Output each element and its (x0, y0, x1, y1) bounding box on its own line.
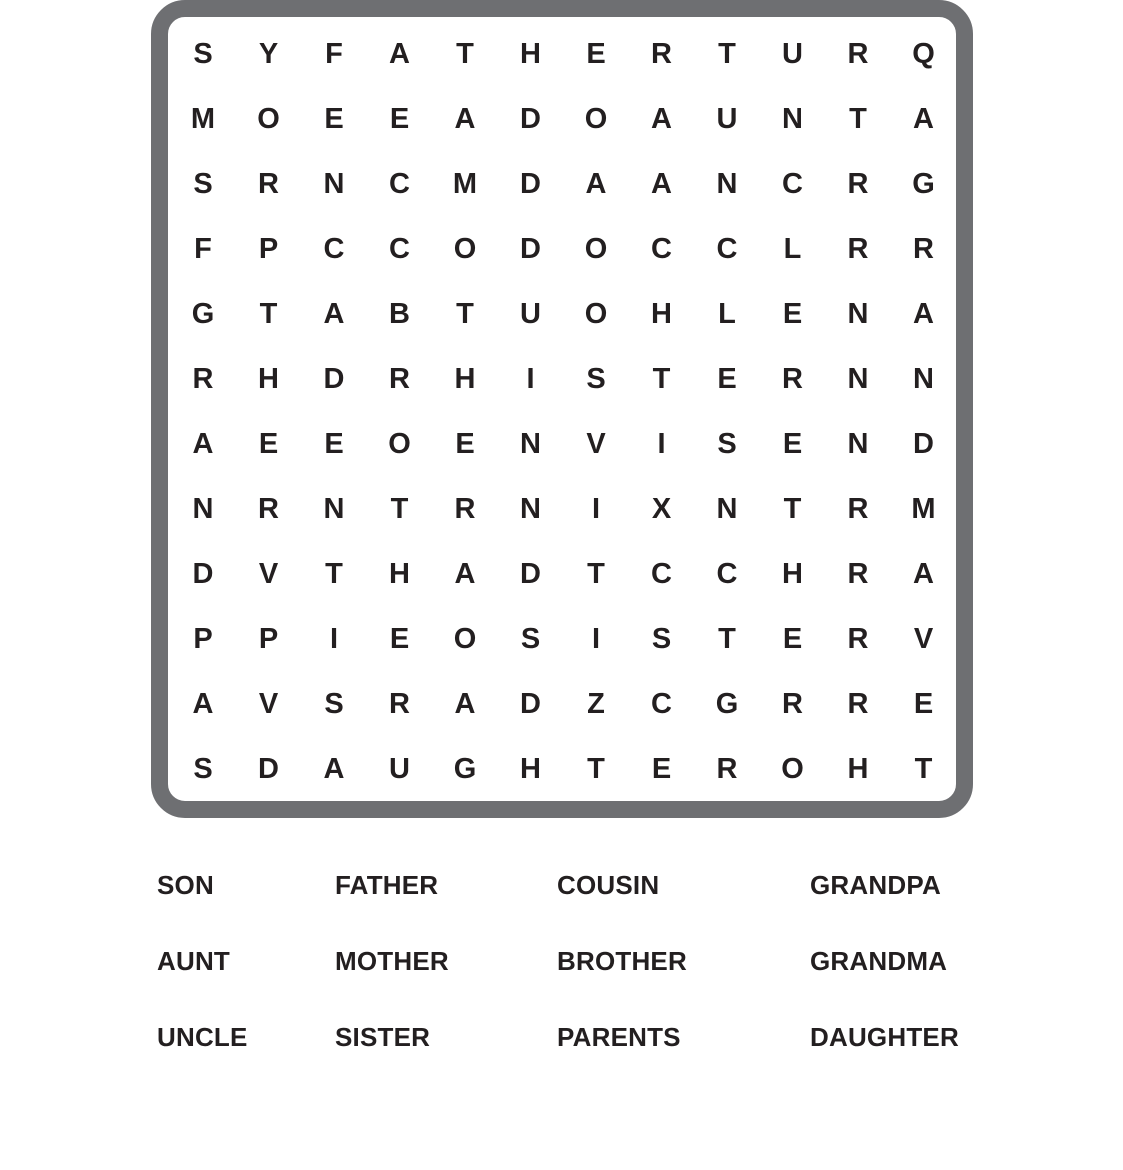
grid-letter[interactable]: O (453, 233, 477, 265)
word-list-item: GRANDMA (810, 946, 948, 976)
grid-row (170, 477, 956, 542)
grid-letter[interactable]: T (652, 363, 671, 395)
grid-letter[interactable]: H (520, 38, 541, 70)
grid-letter[interactable]: V (586, 428, 606, 460)
grid-letter[interactable]: D (520, 103, 541, 135)
word-list-item: GRANDPA (810, 870, 941, 900)
grid-letter[interactable]: H (258, 363, 279, 395)
grid-letter[interactable]: V (258, 688, 279, 720)
grid-letter[interactable]: T (914, 753, 933, 785)
grid-letter[interactable]: Y (258, 38, 279, 70)
grid-letter[interactable]: E (455, 428, 475, 460)
grid-letter[interactable]: T (456, 38, 474, 70)
grid-letter[interactable]: N (716, 168, 738, 200)
grid-letter[interactable]: R (716, 753, 738, 785)
grid-letter[interactable]: L (718, 298, 736, 330)
grid-letter[interactable]: N (520, 493, 541, 525)
grid-letter[interactable]: T (259, 298, 278, 330)
grid-letter[interactable]: R (847, 233, 869, 265)
grid-letter[interactable]: V (258, 558, 279, 590)
letter-grid (170, 22, 956, 802)
grid-letter[interactable]: O (584, 298, 608, 330)
grid-row (170, 412, 956, 477)
grid-letter[interactable]: H (389, 558, 410, 590)
grid-letter[interactable]: V (913, 623, 934, 655)
grid-letter[interactable]: B (389, 298, 410, 330)
word-list-item: MOTHER (335, 946, 449, 976)
grid-letter[interactable]: D (520, 688, 541, 720)
grid-letter[interactable]: O (257, 103, 280, 135)
grid-letter[interactable]: P (258, 623, 279, 655)
grid-row (170, 542, 956, 607)
grid-letter[interactable]: E (389, 623, 410, 655)
grid-letter[interactable]: U (520, 298, 541, 330)
grid-letter[interactable]: S (324, 688, 344, 720)
grid-letter[interactable]: D (520, 558, 541, 590)
grid-letter[interactable]: Q (912, 38, 935, 70)
grid-letter[interactable]: G (715, 688, 739, 720)
grid-letter[interactable]: A (651, 168, 672, 200)
grid-letter[interactable]: R (847, 558, 869, 590)
grid-letter[interactable]: P (258, 233, 279, 265)
grid-letter[interactable]: G (912, 168, 935, 200)
grid-row (170, 282, 956, 347)
grid-letter[interactable]: N (847, 363, 869, 395)
grid-row (170, 87, 956, 152)
grid-letter[interactable]: A (192, 688, 214, 720)
grid-letter[interactable]: D (192, 558, 214, 590)
grid-letter[interactable]: T (587, 753, 605, 785)
grid-letter[interactable]: U (389, 753, 410, 785)
grid-row (170, 152, 956, 217)
grid-letter[interactable]: H (520, 753, 541, 785)
grid-letter[interactable]: D (520, 168, 541, 200)
word-list-item: FATHER (335, 870, 439, 900)
grid-letter[interactable]: E (324, 103, 344, 135)
grid-letter[interactable]: N (782, 103, 803, 135)
grid-letter[interactable]: C (716, 233, 738, 265)
word-list-item: DAUGHTER (810, 1022, 959, 1052)
grid-letter[interactable]: R (389, 688, 410, 720)
grid-letter[interactable]: R (913, 233, 934, 265)
grid-letter[interactable]: S (717, 428, 737, 460)
grid-letter[interactable]: E (782, 428, 803, 460)
grid-letter[interactable]: R (782, 363, 803, 395)
grid-letter[interactable]: C (389, 168, 410, 200)
grid-letter[interactable]: O (584, 233, 608, 265)
grid-row (170, 607, 956, 672)
grid-row (170, 217, 956, 282)
word-list-item: COUSIN (557, 870, 660, 900)
grid-letter[interactable]: U (716, 103, 738, 135)
grid-letter[interactable]: I (329, 623, 339, 655)
grid-row (170, 737, 956, 802)
grid-letter[interactable]: C (782, 168, 803, 200)
grid-letter[interactable]: A (651, 103, 672, 135)
grid-letter[interactable]: E (782, 623, 803, 655)
grid-letter[interactable]: E (389, 103, 410, 135)
grid-letter[interactable]: R (847, 688, 869, 720)
grid-letter[interactable]: E (586, 38, 606, 70)
grid-letter[interactable]: R (847, 493, 869, 525)
grid-letter[interactable]: C (389, 233, 410, 265)
grid-letter[interactable]: R (389, 363, 410, 395)
grid-letter[interactable]: O (388, 428, 411, 460)
grid-letter[interactable]: I (526, 363, 535, 395)
grid-letter[interactable]: C (716, 558, 738, 590)
grid-letter[interactable]: E (651, 753, 672, 785)
grid-letter[interactable]: N (323, 168, 345, 200)
grid-letter[interactable]: R (782, 688, 803, 720)
grid-letter[interactable]: T (390, 493, 409, 525)
grid-letter[interactable]: N (913, 363, 934, 395)
grid-letter[interactable]: P (193, 623, 213, 655)
grid-letter[interactable]: G (191, 298, 215, 330)
grid-letter[interactable]: T (325, 558, 343, 590)
grid-row (170, 22, 956, 87)
grid-letter[interactable]: N (847, 298, 869, 330)
grid-letter[interactable]: A (913, 298, 934, 330)
grid-row (170, 347, 956, 412)
grid-letter[interactable]: O (781, 753, 804, 785)
grid-letter[interactable]: C (651, 558, 672, 590)
grid-letter[interactable]: A (389, 38, 410, 70)
grid-letter[interactable]: Z (587, 688, 605, 720)
grid-letter[interactable]: I (591, 493, 601, 525)
grid-letter[interactable]: A (454, 688, 476, 720)
grid-letter[interactable]: A (913, 558, 934, 590)
grid-letter[interactable]: D (913, 428, 934, 460)
grid-letter[interactable]: N (520, 428, 541, 460)
grid-letter[interactable]: F (325, 38, 343, 70)
grid-letter[interactable]: T (849, 103, 867, 135)
grid-letter[interactable]: A (585, 168, 607, 200)
grid-letter[interactable]: F (194, 233, 212, 265)
grid-letter[interactable]: H (454, 363, 476, 395)
grid-letter[interactable]: X (651, 493, 672, 525)
grid-letter[interactable]: S (586, 363, 606, 395)
grid-letter[interactable]: A (454, 103, 476, 135)
word-list-item: SISTER (335, 1022, 431, 1052)
word-list-item: AUNT (157, 946, 231, 976)
grid-letter[interactable]: T (587, 558, 605, 590)
grid-letter[interactable]: R (192, 363, 214, 395)
grid-row (170, 672, 956, 737)
grid-letter[interactable]: O (453, 623, 477, 655)
grid-letter[interactable]: D (258, 753, 279, 785)
grid-letter[interactable]: T (718, 623, 736, 655)
grid-letter[interactable]: M (452, 168, 478, 200)
grid-letter[interactable]: R (454, 493, 476, 525)
grid-letter[interactable]: A (454, 558, 476, 590)
grid-letter[interactable]: S (651, 623, 672, 655)
grid-letter[interactable]: N (323, 493, 345, 525)
grid-letter[interactable]: E (913, 688, 934, 720)
grid-letter[interactable]: E (782, 298, 803, 330)
grid-letter[interactable]: M (190, 103, 216, 135)
grid-letter[interactable]: R (258, 168, 279, 200)
grid-letter[interactable]: E (324, 428, 344, 460)
grid-letter[interactable]: D (323, 363, 345, 395)
grid-letter[interactable]: N (192, 493, 214, 525)
grid-letter[interactable]: H (651, 298, 672, 330)
grid-letter[interactable]: A (323, 753, 345, 785)
grid-letter[interactable]: T (783, 493, 802, 525)
grid-letter[interactable]: I (591, 623, 601, 655)
grid-letter[interactable]: C (323, 233, 345, 265)
grid-letter[interactable]: S (193, 168, 213, 200)
grid-letter[interactable]: O (584, 103, 608, 135)
word-list-item: SON (157, 870, 214, 900)
grid-letter[interactable]: U (782, 38, 803, 70)
word-list-item: BROTHER (557, 946, 687, 976)
grid-letter[interactable]: C (651, 233, 672, 265)
grid-letter[interactable]: I (657, 428, 666, 460)
grid-letter[interactable]: H (782, 558, 803, 590)
grid-letter[interactable]: D (520, 233, 541, 265)
grid-letter[interactable]: R (847, 623, 869, 655)
grid-letter[interactable]: M (911, 493, 936, 525)
grid-letter[interactable]: L (783, 233, 802, 265)
grid-letter[interactable]: R (847, 168, 869, 200)
grid-letter[interactable]: S (193, 38, 213, 70)
grid-letter[interactable]: A (913, 103, 934, 135)
grid-letter[interactable]: H (847, 753, 869, 785)
grid-letter[interactable]: R (847, 38, 869, 70)
grid-letter[interactable]: R (258, 493, 279, 525)
word-list-item: UNCLE (157, 1022, 248, 1052)
grid-letter[interactable]: R (651, 38, 672, 70)
grid-letter[interactable]: A (323, 298, 345, 330)
grid-letter[interactable]: A (192, 428, 214, 460)
grid-letter[interactable]: S (193, 753, 213, 785)
grid-letter[interactable]: G (453, 753, 477, 785)
grid-letter[interactable]: C (651, 688, 672, 720)
word-list-item: PARENTS (557, 1022, 681, 1052)
grid-letter[interactable]: N (847, 428, 869, 460)
grid-letter[interactable]: E (717, 363, 737, 395)
grid-letter[interactable]: T (718, 38, 736, 70)
grid-letter[interactable]: S (520, 623, 541, 655)
grid-letter[interactable]: N (716, 493, 738, 525)
grid-letter[interactable]: E (258, 428, 279, 460)
grid-letter[interactable]: T (456, 298, 474, 330)
